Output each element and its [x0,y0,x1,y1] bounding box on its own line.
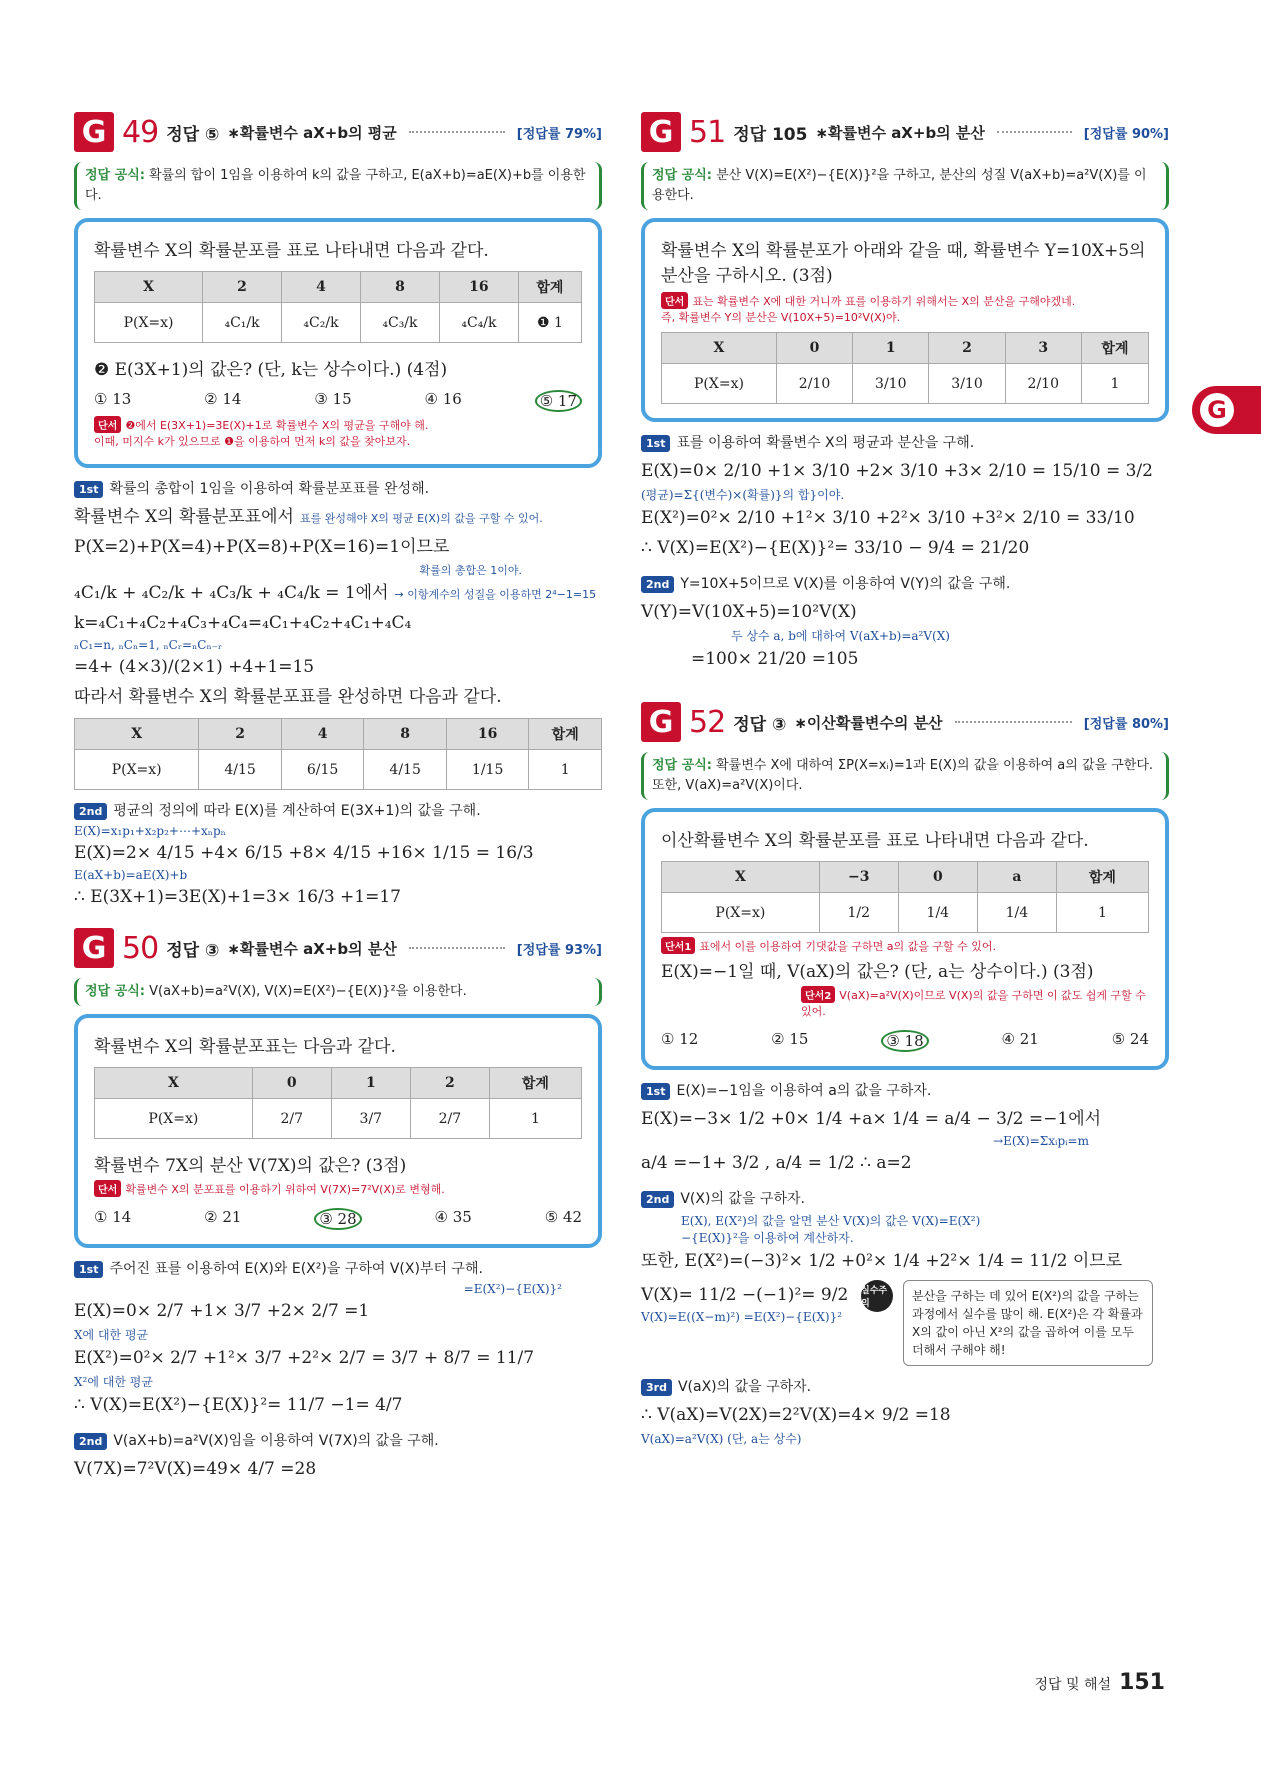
page-number: 151 [1119,1670,1165,1695]
question-text: 확률변수 X의 확률분포가 아래와 같을 때, 확률변수 Y=10X+5의 분산을 구하시오. (3점) [661,241,1146,286]
hint: 단서 표는 확률변수 X에 대한 거니까 표를 이용하기 위해서는 X의 분산을 구해야겠네. 즉, 확률변수 Y의 분산은 V(10X+5)=10²V(X)야. [661,292,1149,326]
problem-code: G [641,112,681,152]
step-1: 1st 표를 이용하여 확률변수 X의 평균과 분산을 구해. [641,432,1169,452]
accuracy-rate: [정답률 79%] [516,126,602,142]
choice-3[interactable]: ③ 28 [314,1208,361,1230]
accuracy-rate: [정답률 90%] [1083,126,1169,142]
formula-label: 정답 공식: [85,168,145,183]
answer-label: 정답 105 [733,124,808,145]
side-note: E(X)=x₁p₁+x₂p₂+⋯+xₙpₙ [74,824,226,838]
problem-51 [641,110,1169,674]
choice-5[interactable]: ⑤ 24 [1111,1030,1149,1048]
variance-row [641,1280,1169,1366]
solution-line: ∴ V(X)=E(X²)−{E(X)}²= 33/10 − 9/4 = 21/20 [641,538,1030,558]
problem-number: 50 [122,930,159,966]
choice-1[interactable]: ① 14 [94,1208,132,1226]
choice-4[interactable]: ④ 21 [1001,1030,1039,1048]
left-column [74,110,602,1484]
hint-1: 단서1 표에서 이를 이용하여 기댓값을 구하면 a의 값을 구할 수 있어. [661,937,1149,955]
answer-formula: 정답 공식: 분산 V(X)=E(X²)−{E(X)}²을 구하고, 분산의 성질 V(aX+b)=a²V(X)를 이용한다. [641,162,1169,210]
question-ask: 확률변수 7X의 분산 V(7X)의 값은? (3점) [94,1156,407,1176]
footer-label: 정답 및 해설 [1034,1677,1112,1693]
answer-label: 정답 ③ [733,714,787,735]
solution-line: E(X)=−3× 1/2 +0× 1/4 +a× 1/4 = a/4 − 3/2 =−1에서 [641,1109,1102,1129]
topic: ∗확률변수 aX+b의 평균 [227,123,397,142]
problem-header [74,926,602,970]
choice-1[interactable]: ① 13 [94,390,132,408]
problem-number: 51 [689,114,726,150]
question-text: 확률변수 X의 확률분포표는 다음과 같다. [94,1037,396,1057]
step-1: 1st 확률의 총합이 1임을 이용하여 확률분포표를 완성해. [74,478,602,498]
topic: ∗확률변수 aX+b의 분산 [227,939,397,958]
solution-line: ∴ V(X)=E(X²)−{E(X)}²= 11/7 −1= 4/7 [74,1395,403,1415]
step-1: 1st E(X)=−1임을 이용하여 a의 값을 구하자. [641,1080,1169,1100]
question-ask: E(X)=−1일 때, V(aX)의 값은? (단, a는 상수이다.) (3점) [661,962,1094,982]
answer-formula: 정답 공식: 확률변수 X에 대하여 ΣP(X=xᵢ)=1과 E(X)의 값을 이용하여 a의 값을 구한다. 또한, V(aX)=a²V(X)이다. [641,752,1169,800]
probability-table: X 2 4 8 16 합계 P(X=x) ₄C₁/k ₄C₂/k ₄C₃/k ₄C₄/k ❶ 1 [94,271,582,343]
problem-52 [641,700,1169,1447]
choice-5[interactable]: ⑤ 42 [544,1208,582,1226]
problem-number: 52 [689,704,726,740]
side-note: ₙC₁=n, ₙCₙ=1, ₙCᵣ=ₙCₙ₋ᵣ [74,638,223,652]
solution-line: 또한, E(X²)=(−3)²× 1/2 +0²× 1/4 +2²× 1/4 = 11/2 이므로 [641,1251,1123,1271]
choice-3[interactable]: ③ 18 [881,1030,928,1052]
answer-formula [74,162,602,210]
question-ask: ❷ E(3X+1)의 값은? (단, k는 상수이다.) (4점) [94,360,448,380]
topic: ∗확률변수 aX+b의 분산 [815,123,985,142]
right-column [641,110,1169,1447]
problem-code: G [641,702,681,742]
solution-line: V(Y)=V(10X+5)=10²V(X) [641,602,857,622]
question-box [74,218,602,468]
dotted-leader [409,131,505,133]
solution-line: E(X²)=0²× 2/7 +1²× 3/7 +2²× 2/7 = 3/7 + 8/7 = 11/7 [74,1348,535,1368]
solution-line: k=₄C₁+₄C₂+₄C₃+₄C₄=₄C₁+₄C₂+₄C₁+₄C₄ [74,613,412,633]
probability-table: X 0 1 2 합계 P(X=x) 2/7 3/7 2/7 1 [94,1067,582,1139]
solution-line: V(7X)=7²V(X)=49× 4/7 =28 [74,1459,317,1479]
dotted-leader [955,721,1072,723]
choices [661,1030,1149,1052]
solution-line: E(X)=2× 4/15 +4× 6/15 +8× 4/15 +16× 1/15 = 16/3 [74,843,534,863]
problem-49 [74,110,602,912]
choice-2[interactable]: ② 21 [204,1208,242,1226]
problem-50 [74,926,602,1484]
warning-icon: 실수주의 [861,1280,893,1312]
step-3: 3rd V(aX)의 값을 구하자. [641,1376,1169,1396]
solution-line: E(X)=0× 2/7 +1× 3/7 +2× 2/7 =1 [74,1301,370,1321]
problem-header [641,700,1169,744]
step-2: 2nd V(aX+b)=a²V(X)임을 이용하여 V(7X)의 값을 구해. [74,1430,602,1450]
choice-3[interactable]: ③ 15 [314,390,352,408]
problem-number: 49 [122,114,159,150]
choice-4[interactable]: ④ 16 [424,390,462,408]
probability-table: X 0 1 2 3 합계 P(X=x) 2/10 3/10 3/10 2/10 1 [661,332,1149,404]
step-2: 2nd 평균의 정의에 따라 E(X)를 계산하여 E(3X+1)의 값을 구해. [74,800,602,820]
question-box [641,218,1169,422]
problem-header [74,110,602,154]
hint: 단서 ❷에서 E(3X+1)=3E(X)+1로 확률변수 X의 평균을 구해야 해. 이때, 미지수 k가 있으므로 ❶을 이용하여 먼저 k의 값을 찾아보자. [94,416,582,450]
problem-header [641,110,1169,154]
problem-code: G [74,112,114,152]
solution-line: ∴ V(aX)=V(2X)=2²V(X)=4× 9/2 =18 [641,1405,951,1425]
choices [94,1208,582,1230]
question-text: 확률변수 X의 확률분포를 표로 나타내면 다음과 같다. [94,241,489,261]
probability-table: X −3 0 a 합계 P(X=x) 1/2 1/4 1/4 1 [661,861,1149,933]
dotted-leader [997,131,1072,133]
problem-code: G [74,928,114,968]
chapter-letter: G [1200,393,1234,427]
side-note: X²에 대한 평균 [74,1375,153,1389]
solution-line: V(X)= 11/2 −(−1)²= 9/2 [641,1285,849,1305]
side-note: E(aX+b)=aE(X)+b [74,868,188,882]
side-note: (평균)=Σ{(변수)×(확률)}의 합}이야. [641,488,845,502]
side-note: 두 상수 a, b에 대하여 V(aX+b)=a²V(X) [731,629,950,643]
side-note: E(X), E(X²)의 값을 알면 분산 V(X)의 값은 V(X)=E(X²)−{E(X)}²을 이용하여 계산하자. [681,1214,981,1245]
side-note: 확률의 총합은 1이야. [419,564,522,577]
side-note: V(X)=E((X−m)²) =E(X²)−{E(X)}² [641,1310,843,1324]
choices [94,390,582,412]
chapter-tab[interactable] [1192,386,1261,434]
answer-label: 정답 ③ [166,940,220,961]
question-box [641,808,1169,1070]
solution-line: a/4 =−1+ 3/2 , a/4 = 1/2 ∴ a=2 [641,1153,912,1173]
choice-2[interactable]: ② 15 [771,1030,809,1048]
accuracy-rate: [정답률 93%] [516,942,602,958]
solution-line: ₄C₁/k + ₄C₂/k + ₄C₃/k + ₄C₄/k = 1에서 → 이항계수의 성질을 이용하면 2⁴−1=15 [74,583,597,603]
side-note: X에 대한 평균 [74,1328,149,1342]
formula-text: 확률의 합이 1임을 이용하여 k의 값을 구하고, E(aX+b)=aE(X)+b를 이용한다. [85,168,586,203]
step-2: 2nd Y=10X+5이므로 V(X)를 이용하여 V(Y)의 값을 구해. [641,573,1169,593]
dotted-leader [409,947,505,949]
side-note: →E(X)=Σxᵢpᵢ=m [993,1134,1089,1148]
solution-line: =100× 21/20 =105 [691,649,859,669]
variance-calc [641,1280,861,1324]
step-2: 2nd V(X)의 값을 구하자. [641,1188,1169,1208]
choice-5[interactable]: ⑤ 17 [535,390,582,412]
solution-line: 확률변수 X의 확률분포표에서 표를 완성해야 X의 평균 E(X)의 값을 구할 수 있어. [74,507,543,527]
question-box [74,1014,602,1248]
answer-formula: 정답 공식: V(aX+b)=a²V(X), V(X)=E(X²)−{E(X)}²을 이용한다. [74,978,602,1006]
choice-2[interactable]: ② 14 [204,390,242,408]
page-footer [1035,1670,1165,1695]
topic: ∗이산확률변수의 분산 [794,713,943,732]
side-note: =E(X²)−{E(X)}² [463,1282,562,1296]
solution-line: 따라서 확률변수 X의 확률분포표를 완성하면 다음과 같다. [74,687,502,707]
choice-1[interactable]: ① 12 [661,1030,699,1048]
hint: 단서 확률변수 X의 분포표를 이용하기 위하여 V(7X)=7²V(X)로 변형해. [94,1180,582,1198]
solution-line: ∴ E(3X+1)=3E(X)+1=3× 16/3 +1=17 [74,887,401,907]
step-1: 1st 주어진 표를 이용하여 E(X)와 E(X²)을 구하여 V(X)부터 구해. [74,1258,602,1278]
solution-line: =4+ (4×3)/(2×1) +4+1=15 [74,657,315,677]
side-note: V(aX)=a²V(X) (단, a는 상수) [641,1432,802,1446]
answer-label: 정답 ⑤ [166,124,220,145]
tip-box: 분산을 구하는 데 있어 E(X²)의 값을 구하는 과정에서 실수를 많이 해. E(X²)은 각 확률과 X의 값이 아닌 X²의 값을 곱하여 이를 모두 더해서 구해야 해! [903,1280,1153,1366]
solution-line: E(X)=0× 2/10 +1× 3/10 +2× 3/10 +3× 2/10 = 15/10 = 3/2 [641,461,1153,481]
accuracy-rate: [정답률 80%] [1083,716,1169,732]
solution-line: E(X²)=0²× 2/10 +1²× 3/10 +2²× 3/10 +3²× 2/10 = 33/10 [641,508,1135,528]
completed-table: X 2 4 8 16 합계 P(X=x) 4/15 6/15 4/15 1/15 1 [74,718,602,790]
hint-2: 단서2 V(aX)=a²V(X)이므로 V(X)의 값을 구하면 이 값도 쉽게 구할 수 있어. [801,986,1149,1020]
solution-line: P(X=2)+P(X=4)+P(X=8)+P(X=16)=1이므로 [74,537,450,557]
question-text: 이산확률변수 X의 확률분포를 표로 나타내면 다음과 같다. [661,831,1089,851]
choice-4[interactable]: ④ 35 [434,1208,472,1226]
